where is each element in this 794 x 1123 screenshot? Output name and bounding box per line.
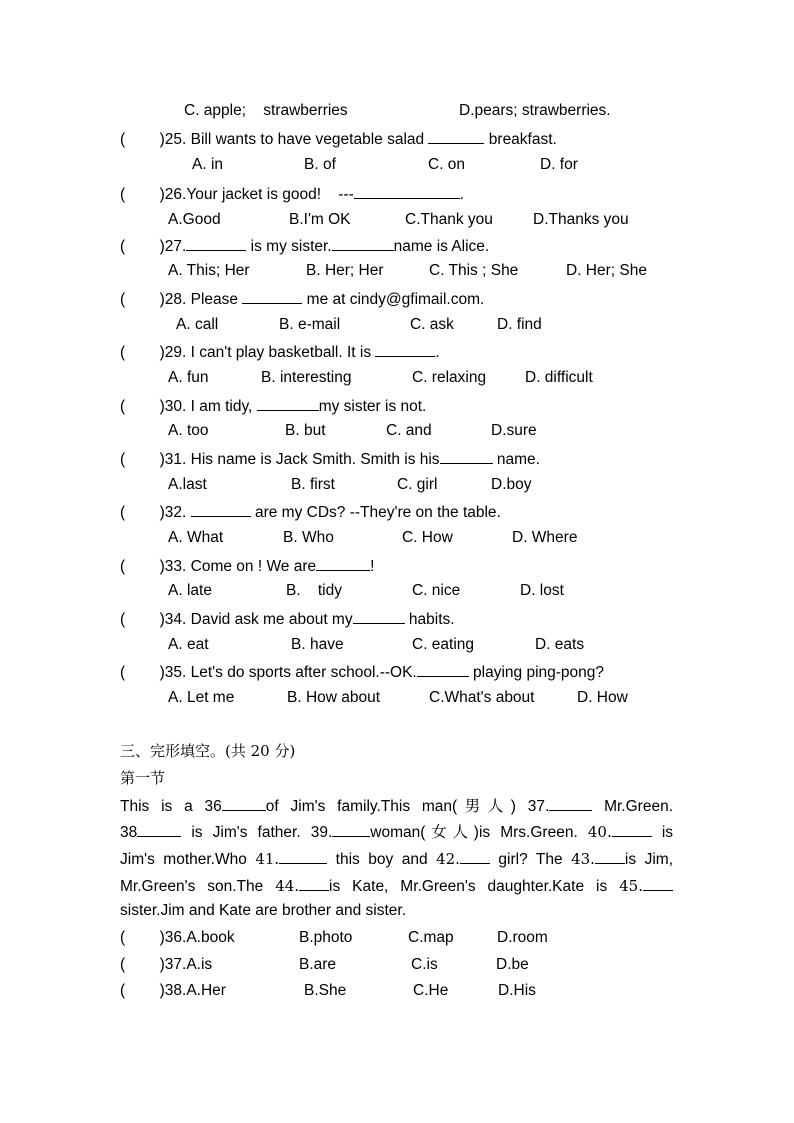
question-36 xyxy=(120,929,235,947)
section-title: 三、完形填空。(共 20 分) xyxy=(120,742,296,760)
option-c: C. girl xyxy=(397,476,438,493)
question-30 xyxy=(120,396,426,416)
blank xyxy=(332,822,370,837)
option-d: D.sure xyxy=(491,422,537,439)
passage-line-4: Mr.Green's son.The 44. is Kate, Mr.Green's daughter.Kate is 45. xyxy=(120,876,673,896)
option-c: C. eating xyxy=(412,636,475,653)
question-stem: 26.Your jacket is good! --- xyxy=(164,186,354,203)
question-stem: 25. Bill wants to have vegetable salad xyxy=(164,131,425,148)
option-c: C. on xyxy=(428,156,466,173)
blank xyxy=(299,876,329,891)
answer-paren: ( ) xyxy=(120,451,165,468)
option-c: C.What's about xyxy=(429,689,535,706)
answer-paren: ( ) xyxy=(120,398,165,415)
answer-paren: ( ) xyxy=(120,982,165,999)
question-38 xyxy=(120,982,226,1000)
answer-paren: ( ) xyxy=(120,186,165,203)
blank xyxy=(417,662,469,677)
option-c: C.He xyxy=(413,982,449,999)
option-b: B. Her; Her xyxy=(306,262,384,279)
section-subtitle: 第一节 xyxy=(120,769,166,787)
option-b: B. e-mail xyxy=(279,316,341,333)
option-d: D.pears; strawberries. xyxy=(459,102,611,119)
option-b: B.are xyxy=(299,956,337,973)
question-stem-mid: is my sister. xyxy=(250,238,332,255)
option-b: B. of xyxy=(304,156,336,173)
question-37 xyxy=(120,956,212,974)
answer-paren: ( ) xyxy=(120,238,165,255)
question-27 xyxy=(120,236,489,256)
option-b: B.I'm OK xyxy=(289,211,351,228)
option-b: B. but xyxy=(285,422,326,439)
option-a: 36.A.book xyxy=(164,929,235,946)
option-d: D. for xyxy=(540,156,578,173)
option-d: D. eats xyxy=(535,636,585,653)
blank xyxy=(242,289,302,304)
option-a: A.Good xyxy=(168,211,221,228)
option-b: B. Who xyxy=(283,529,334,546)
question-stem: 32. xyxy=(164,504,187,521)
option-d: D. Her; She xyxy=(566,262,647,279)
option-d: D. lost xyxy=(520,582,564,599)
option-b: B. have xyxy=(291,636,344,653)
option-a: A. in xyxy=(192,156,224,173)
blank xyxy=(191,502,251,517)
option-a: A. fun xyxy=(168,369,209,386)
question-26 xyxy=(120,184,464,204)
question-32 xyxy=(120,502,501,522)
question-stem: 35. Let's do sports after school.--OK. xyxy=(164,664,417,681)
question-stem-end: ! xyxy=(370,558,375,575)
option-b: B.photo xyxy=(299,929,353,946)
question-stem-end: name. xyxy=(496,451,540,468)
option-a: 38.A.Her xyxy=(164,982,226,999)
option-b: B. first xyxy=(291,476,335,493)
question-35 xyxy=(120,662,604,682)
answer-paren: ( ) xyxy=(120,558,165,575)
option-a: A. too xyxy=(168,422,209,439)
option-a: A.last xyxy=(168,476,207,493)
question-stem: 27. xyxy=(164,238,187,255)
option-a: A. What xyxy=(168,529,224,546)
option-c: C. How xyxy=(402,529,453,546)
question-28 xyxy=(120,289,484,309)
option-b: B. How about xyxy=(287,689,381,706)
blank xyxy=(612,822,652,837)
blank xyxy=(279,849,327,864)
option-c: C. nice xyxy=(412,582,461,599)
blank xyxy=(460,849,490,864)
option-c: C. This ; She xyxy=(429,262,519,279)
question-34 xyxy=(120,609,455,629)
option-d: D.His xyxy=(498,982,536,999)
option-a: A. Let me xyxy=(168,689,235,706)
question-33 xyxy=(120,556,374,576)
question-stem: 30. I am tidy, xyxy=(164,398,253,415)
question-stem: 33. Come on ! We are xyxy=(164,558,317,575)
blank xyxy=(332,236,394,251)
question-stem-end: me at cindy@gfimail.com. xyxy=(306,291,485,308)
blank xyxy=(186,236,246,251)
option-a: A. This; Her xyxy=(168,262,250,279)
option-b: B. tidy xyxy=(286,582,342,599)
option-d: D.be xyxy=(496,956,529,973)
question-29 xyxy=(120,342,440,362)
question-stem: 28. Please xyxy=(164,291,239,308)
option-d: D. difficult xyxy=(525,369,593,386)
answer-paren: ( ) xyxy=(120,956,165,973)
option-c: C.Thank you xyxy=(405,211,493,228)
option-b: B. interesting xyxy=(261,369,352,386)
passage-line-2: 38 is Jim's father. 39. woman(女人)is Mrs.Green. 40. is xyxy=(120,823,674,841)
blank xyxy=(316,556,370,571)
question-stem-end: breakfast. xyxy=(488,131,557,148)
option-a: A. eat xyxy=(168,636,209,653)
question-stem: 34. David ask me about my xyxy=(164,611,353,628)
blank xyxy=(595,849,625,864)
option-d: D. Where xyxy=(512,529,578,546)
answer-paren: ( ) xyxy=(120,504,165,521)
answer-paren: ( ) xyxy=(120,344,165,361)
question-stem-end: . xyxy=(435,344,440,361)
option-c: C.is xyxy=(411,956,438,973)
blank xyxy=(549,796,592,811)
question-stem-end: my sister is not. xyxy=(318,398,427,415)
blank xyxy=(375,342,435,357)
blank xyxy=(353,609,405,624)
question-25 xyxy=(120,129,557,149)
option-d: D.boy xyxy=(491,476,532,493)
question-stem-end: . xyxy=(459,186,465,203)
option-d: D. find xyxy=(497,316,542,333)
blank xyxy=(137,822,181,837)
option-b: B.She xyxy=(304,982,347,999)
answer-paren: ( ) xyxy=(120,664,165,681)
option-d: D.room xyxy=(497,929,548,946)
option-a: A. late xyxy=(168,582,212,599)
blank xyxy=(257,396,319,411)
option-a: 37.A.is xyxy=(164,956,213,973)
option-c: C. and xyxy=(386,422,432,439)
passage-line-1: This is a 36 of Jim's family.This man(男人) 37. Mr.Green. xyxy=(120,798,674,815)
option-c: C.map xyxy=(408,929,454,946)
blank xyxy=(222,796,266,811)
question-stem-end: habits. xyxy=(408,611,455,628)
answer-paren: ( ) xyxy=(120,131,165,148)
option-a: A. call xyxy=(176,316,219,333)
question-stem: 31. His name is Jack Smith. Smith is his xyxy=(164,451,440,468)
question-stem: 29. I can't play basketball. It is xyxy=(164,344,372,361)
blank xyxy=(428,129,484,144)
passage-line-5: sister.Jim and Kate are brother and sister. xyxy=(120,902,407,919)
answer-paren: ( ) xyxy=(120,611,165,628)
question-31 xyxy=(120,449,540,469)
blank xyxy=(440,449,493,464)
option-c: C. ask xyxy=(410,316,454,333)
option-c: C. apple; strawberries xyxy=(184,102,348,119)
question-stem-end: name is Alice. xyxy=(393,238,490,255)
passage-line-3: Jim's mother.Who 41. this boy and 42. girl? The 43. is Jim, xyxy=(120,850,673,868)
question-stem-end: playing ping-pong? xyxy=(473,664,605,681)
blank xyxy=(354,184,460,199)
option-c: C. relaxing xyxy=(412,369,487,386)
question-stem-end: are my CDs? --They're on the table. xyxy=(254,504,501,521)
option-d: D.Thanks you xyxy=(533,211,629,228)
answer-paren: ( ) xyxy=(120,929,165,946)
answer-paren: ( ) xyxy=(120,291,165,308)
blank xyxy=(643,876,673,891)
option-d: D. How xyxy=(577,689,628,706)
